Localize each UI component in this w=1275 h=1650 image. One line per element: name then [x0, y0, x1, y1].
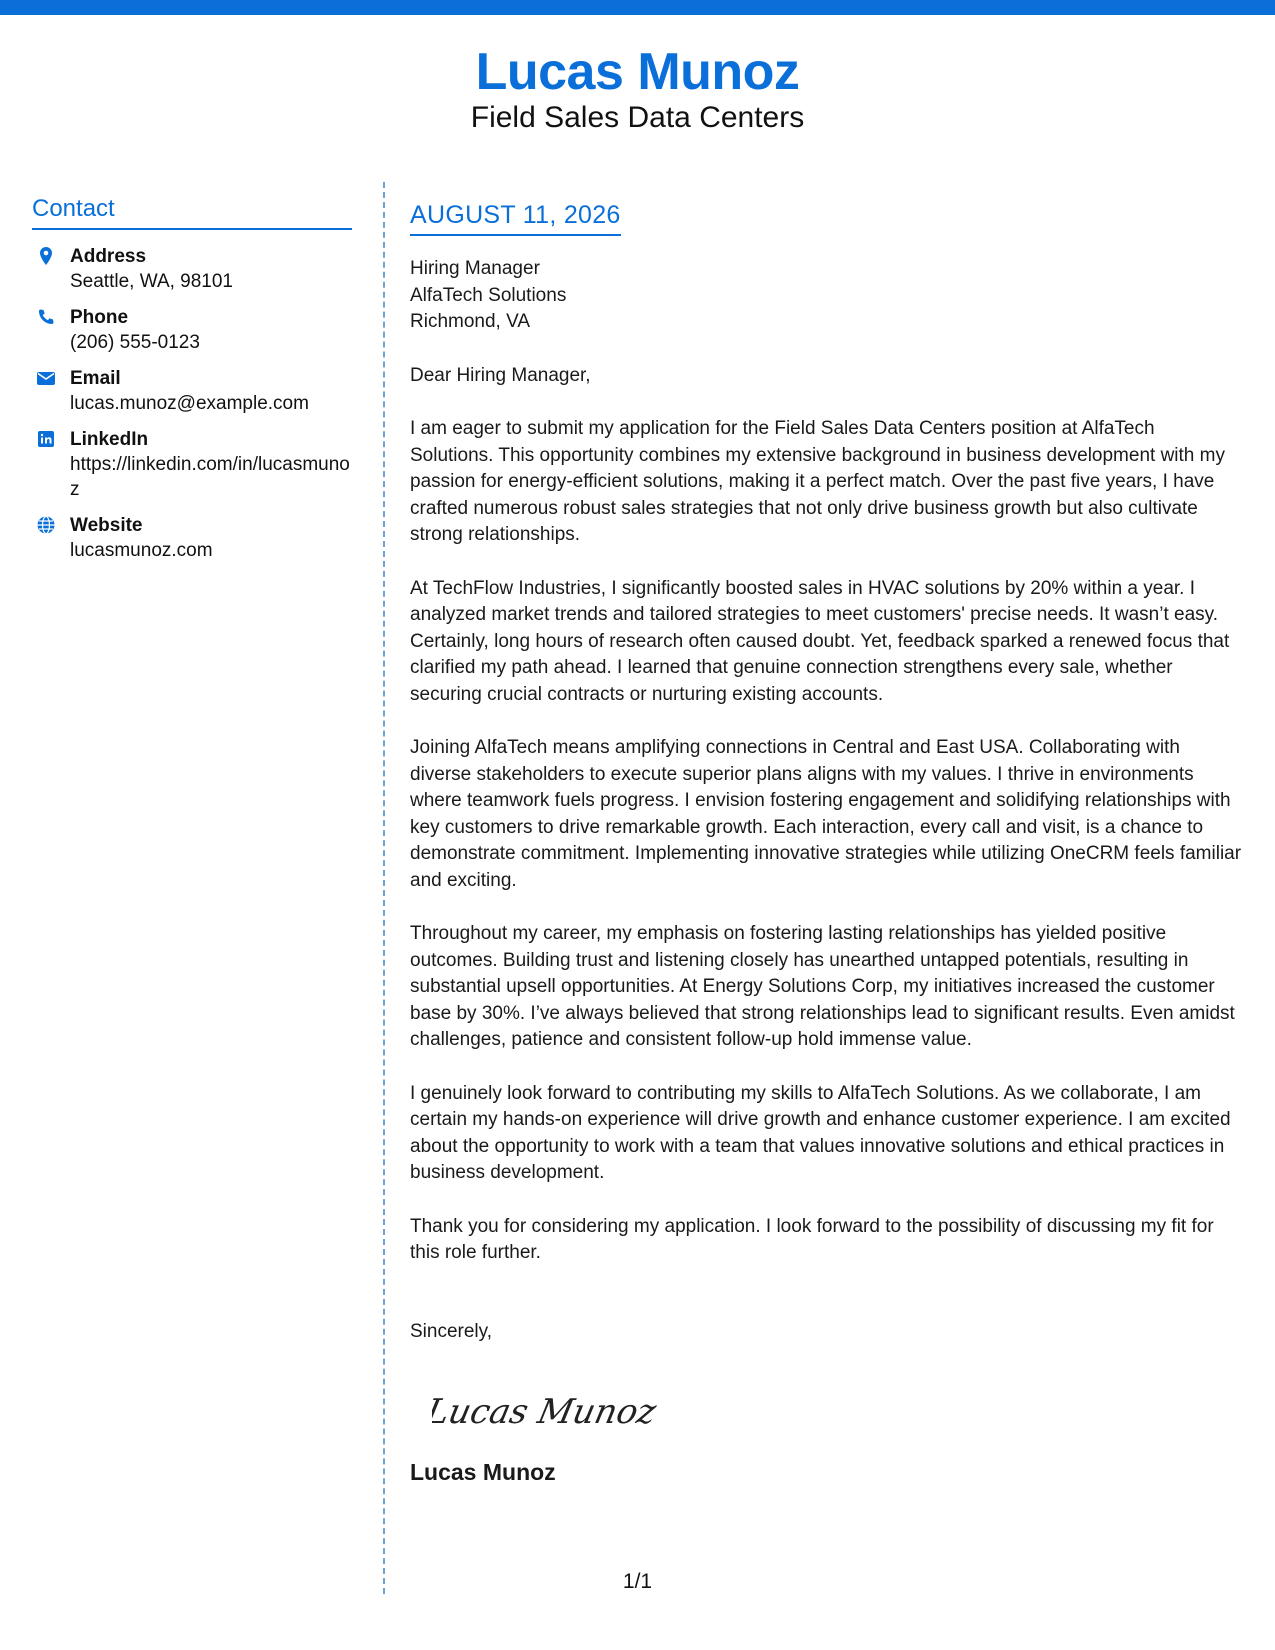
- closing-line: Sincerely,: [410, 1320, 493, 1342]
- contact-item-email: [32, 366, 352, 416]
- contact-item-website: [32, 513, 352, 563]
- contact-label: LinkedIn: [70, 429, 149, 450]
- contact-sidebar: [32, 194, 352, 574]
- body-paragraph: I am eager to submit my application for the Field Sales Data Centers position at AlfaTech Solutions. This opportunity combines my extensive background in business development with my passion for energy-efficient solutions, making it a perfect match. Over the past five years, I have crafted numerous robust sales strategies that not only drive business growth but also cultivate strong relationships.: [410, 418, 1225, 545]
- body-paragraph: Joining AlfaTech means amplifying connections in Central and East USA. Collaborating with diverse stakeholders to execute superior plans aligns with my values. I thrive in environments where teamwork fuels progress. I envision fostering engagement and solidifying relationships with key customers to drive remarkable growth. Each interaction, every call and visit, is a chance to demonstrate commitment. Implementing innovative strategies while utilizing OneCRM feels familiar and exciting.: [410, 737, 1242, 891]
- recipient-line: AlfaTech Solutions: [410, 284, 567, 306]
- contact-item-linkedin: [32, 427, 352, 502]
- sender-name: Lucas Munoz: [410, 1459, 556, 1485]
- contact-label: Website: [70, 515, 143, 536]
- contact-item-phone: [32, 305, 352, 355]
- body-paragraph: Thank you for considering my application. I look forward to the possibility of discussing my fit for this role further.: [410, 1215, 1214, 1263]
- contact-label: Phone: [70, 307, 129, 328]
- recipient-line: Richmond, VA: [410, 311, 531, 332]
- letter-body: [410, 198, 1242, 1487]
- salutation: Dear Hiring Manager,: [410, 364, 591, 386]
- contact-list: [32, 244, 352, 563]
- svg-text:Lucas Munoz: Lucas Munoz: [432, 1392, 660, 1432]
- contact-label: Address: [70, 246, 147, 267]
- contact-item-address: [32, 244, 352, 294]
- contact-value: Seattle, WA, 98101: [70, 271, 234, 292]
- linkedin-icon: [36, 429, 56, 449]
- handwritten-signature: [432, 1367, 1242, 1447]
- contact-value[interactable]: lucasmunoz.com: [70, 540, 213, 561]
- job-title: Field Sales Data Centers: [470, 101, 805, 134]
- letter-header: [0, 40, 1275, 138]
- globe-icon: [36, 515, 56, 535]
- contact-value[interactable]: https://linkedin.com/in/lucasmunoz: [70, 454, 350, 500]
- applicant-name: Lucas Munoz: [475, 43, 800, 101]
- map-pin-icon: [36, 246, 56, 266]
- envelope-icon: [36, 368, 56, 388]
- page-number: 1/1: [622, 1570, 653, 1593]
- top-accent-bar: [0, 0, 1275, 15]
- recipient-block: [410, 256, 1242, 336]
- contact-heading: Contact: [32, 194, 352, 230]
- phone-icon: [36, 307, 56, 327]
- contact-label: Email: [70, 368, 121, 389]
- letter-date: AUGUST 11, 2026: [410, 198, 621, 236]
- body-paragraph: At TechFlow Industries, I significantly boosted sales in HVAC solutions by 20% within a year. I analyzed market trends and tailored strategies to meet customers' precise needs. It wasn’t easy. Certainly, long hours of research often caused doubt. Yet, feedback sparked a renewed focus that clarified my path ahead. I learned that genuine connection strengthens every sale, whether securing crucial contracts or nurturing existing accounts.: [410, 577, 1230, 705]
- column-divider: [383, 182, 385, 1594]
- body-paragraph: I genuinely look forward to contributing my skills to AlfaTech Solutions. As we collaborate, I am certain my hands-on experience will drive growth and enhance customer experience. I am excited about the opportunity to work with a team that values innovative solutions and ethical practices in business development.: [410, 1082, 1231, 1183]
- recipient-line: Hiring Manager: [410, 258, 540, 279]
- contact-value[interactable]: lucas.munoz@example.com: [70, 393, 309, 414]
- contact-value: (206) 555-0123: [70, 332, 200, 353]
- body-paragraph: Throughout my career, my emphasis on fostering lasting relationships has yielded positive outcomes. Building trust and listening closely has unearthed untapped potentials, resulting in substantial upsell opportunities. At Energy Solutions Corp, my initiatives increased the customer base by 30%. I’ve always believed that strong relationships lead to significant results. Even amidst challenges, patience and consistent follow-up hold immense value.: [410, 923, 1235, 1050]
